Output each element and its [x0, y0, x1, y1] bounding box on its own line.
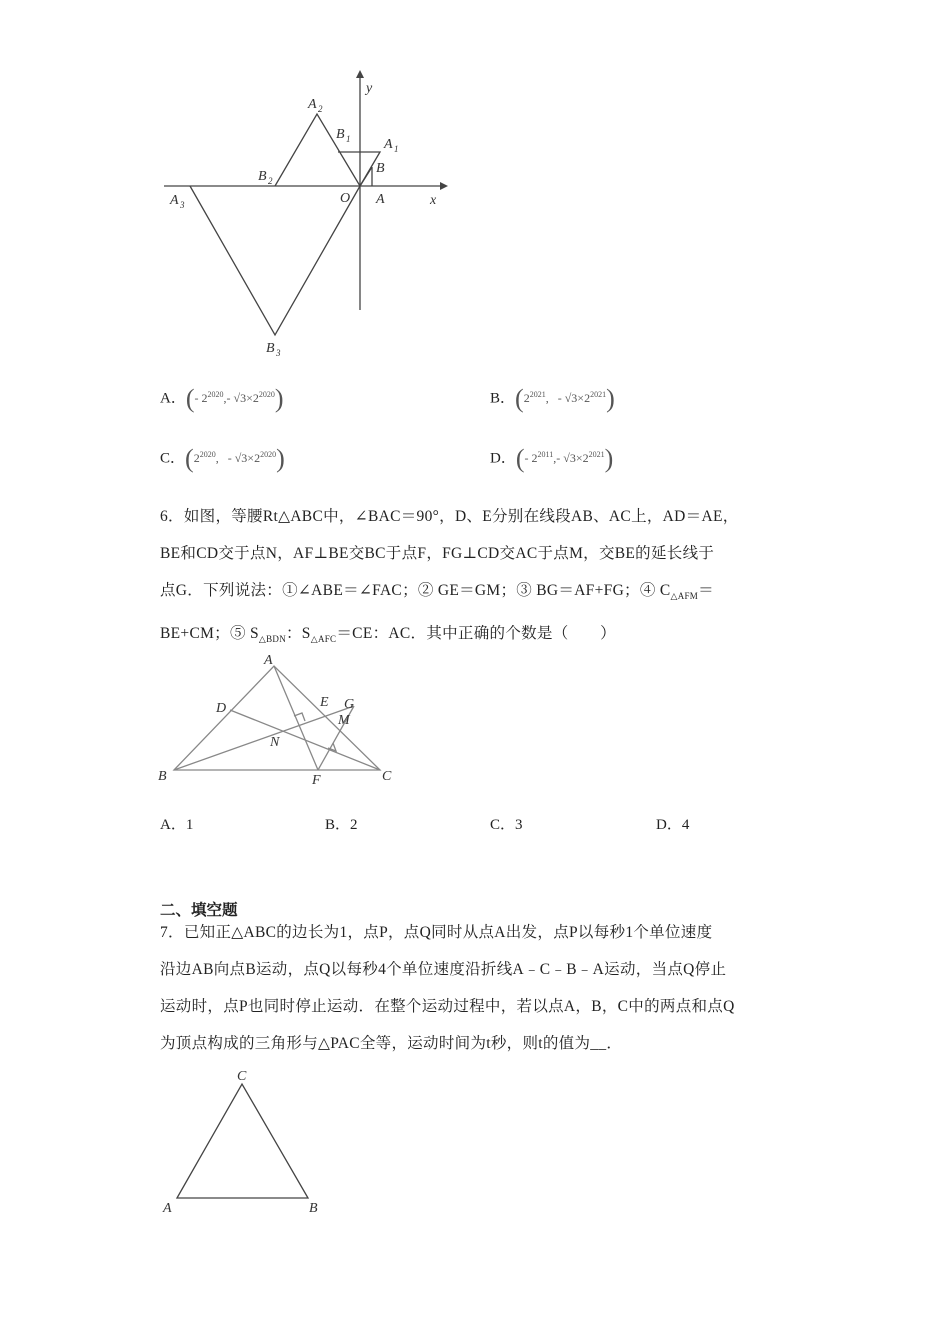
rotation-figure — [150, 70, 460, 370]
triangle-a3-b3 — [190, 186, 360, 335]
q6-line-1: 6．如图，等腰Rt△ABC中，∠BAC＝90°，D、E分别在线段AB、AC上，AD＝AE， — [160, 508, 739, 525]
label-b3-sub: 3 — [276, 348, 281, 358]
segment-b-g — [174, 706, 354, 770]
q6-triangle-figure — [150, 648, 410, 793]
label-b3: B — [266, 341, 275, 356]
q5-option-d[interactable]: D．(- $2^{2011},-$ $√3\times 2^{2021}$) — [490, 444, 614, 473]
q6-line-3: 点G．下列说法：①∠ABE＝∠FAC；② GE＝GM；③ BG＝AF+FG；④ $C_{\triangle AFM}=$ — [160, 582, 714, 602]
q6-option-b[interactable]: B．2 — [325, 817, 358, 833]
label-m: M — [338, 713, 350, 728]
q7-line-1: 7．已知正△ABC的边长为1，点P，点Q同时从点A出发，点P以每秒1个单位速度 — [160, 924, 713, 941]
label-a1-sub: 1 — [394, 144, 399, 154]
label-b2: B — [258, 169, 267, 184]
q6-option-c[interactable]: C．3 — [490, 817, 523, 833]
label-a2-sub: 2 — [318, 104, 323, 114]
label-n: N — [270, 735, 280, 750]
q5-option-a[interactable]: A．(- $2^{2020},-$ $√3\times 2^{2020}$) — [160, 384, 284, 413]
q7-line-2: 沿边AB向点B运动，点Q以每秒4个单位速度沿折线A﹣C﹣B﹣A运动，当点Q停止 — [160, 961, 727, 978]
label-a: A — [376, 192, 385, 207]
label-o: O — [340, 191, 351, 206]
q7-line-4: 为顶点构成的三角形与△PAC全等，运动时间为t秒，则t的值为__． — [160, 1035, 623, 1052]
q7-stem — [160, 914, 810, 1062]
triangle-a1-b1 — [338, 152, 380, 186]
q7-triangle-figure — [155, 1064, 335, 1224]
triangle-abc-equilateral — [177, 1084, 308, 1198]
segment-a-f — [274, 666, 318, 770]
label-a1: A — [384, 137, 393, 152]
segment-o-b — [360, 167, 372, 186]
x-axis-arrow — [440, 182, 448, 190]
label-b1-sub: 1 — [346, 134, 351, 144]
label-a: A — [264, 653, 273, 668]
q6-option-a[interactable]: A．1 — [160, 817, 194, 833]
q6-option-d[interactable]: D．4 — [656, 817, 690, 833]
label-g: G — [344, 697, 355, 712]
label-a3: A — [170, 193, 179, 208]
triangle-a2-b2 — [275, 114, 360, 186]
q6-line-4: BE+CM；⑤ $S_{\triangle BDN}$：$S_{\triangle AFC}=CE$：AC．其中正确的个数是（ ） — [160, 625, 616, 645]
label-a2: A — [308, 97, 317, 112]
label-e: E — [320, 695, 329, 710]
label-b: B — [376, 161, 385, 176]
q5-option-c[interactable]: C．($2^{2020}$, - $√3\times 2^{2020}$) — [160, 444, 285, 473]
y-axis-arrow — [356, 70, 364, 78]
q6-line-2: BE和CD交于点N，AF⊥BE交BC于点F，FG⊥CD交AC于点M，交BE的延长线于 — [160, 545, 715, 562]
label-b1: B — [336, 127, 345, 142]
q5-option-b[interactable]: B．($2^{2021}$, - $√3\times 2^{2021}$) — [490, 384, 615, 413]
label-d: D — [216, 701, 227, 716]
label-c: C — [382, 769, 392, 784]
label-y: y — [366, 81, 373, 96]
label-b2-sub: 2 — [268, 176, 273, 186]
label-c: C — [237, 1069, 247, 1084]
q6-stem — [160, 498, 800, 658]
label-a: A — [163, 1201, 172, 1216]
section-heading: 二、填空题 — [160, 902, 238, 919]
label-x: x — [430, 193, 437, 208]
label-b: B — [158, 769, 167, 784]
q7-line-3: 运动时，点P也同时停止运动．在整个运动过程中，若以点A，B，C中的两点和点Q — [160, 998, 735, 1015]
label-b: B — [309, 1201, 318, 1216]
label-a3-sub: 3 — [180, 200, 185, 210]
label-f: F — [312, 773, 321, 788]
